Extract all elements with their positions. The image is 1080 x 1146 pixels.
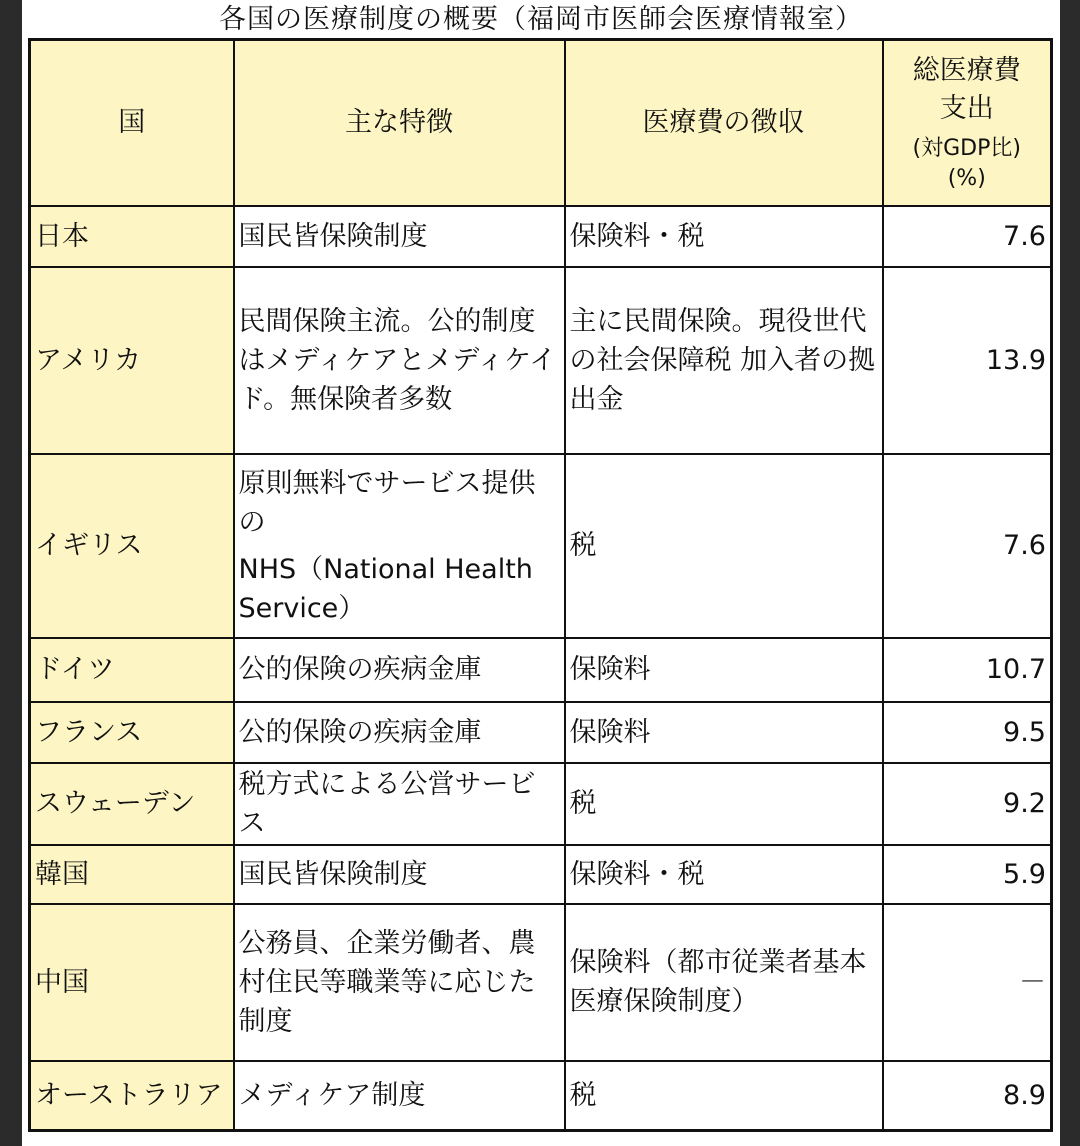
country-cell: ドイツ <box>30 638 234 702</box>
header-collection: 医療費の徴収 <box>565 40 883 206</box>
collection-cell: 保険料 <box>565 702 883 763</box>
features-cell: メディケア制度 <box>234 1061 565 1131</box>
collection-cell: 保険料 <box>565 638 883 702</box>
table-row <box>30 702 1052 763</box>
header-spending-unit2: (%) <box>947 165 986 191</box>
table-caption: 各国の医療制度の概要（福岡市医師会医療情報室） <box>219 4 863 35</box>
features-extra-text: NHS（National Health Service） <box>238 553 533 624</box>
spending-cell: 8.9 <box>883 1061 1052 1131</box>
table-row <box>30 1061 1052 1131</box>
table-row <box>30 206 1052 267</box>
country-cell: アメリカ <box>30 267 234 454</box>
spending-cell: 5.9 <box>883 845 1052 904</box>
country-cell: フランス <box>30 702 234 763</box>
header-features: 主な特徴 <box>234 40 565 206</box>
country-cell: 中国 <box>30 904 234 1061</box>
healthcare-systems-table <box>28 38 1053 1132</box>
document-sheet <box>22 0 1060 1146</box>
header-spending-unit1: (対GDP比) <box>912 135 1021 161</box>
collection-cell: 税 <box>565 454 883 638</box>
features-cell: 公務員、企業労働者、農村住民等職業等に応じた制度 <box>234 904 565 1061</box>
header-spending-line2: 支出 <box>939 92 994 124</box>
table-row <box>30 454 1052 638</box>
features-cell: 税方式による公営サービス <box>234 763 565 845</box>
collection-cell: 税 <box>565 1061 883 1131</box>
table-row <box>30 267 1052 454</box>
table-row <box>30 904 1052 1061</box>
table-row <box>30 845 1052 904</box>
country-cell: イギリス <box>30 454 234 638</box>
collection-cell: 保険料（都市従業者基本医療保険制度） <box>565 904 883 1061</box>
features-text: 原則無料でサービス提供の <box>238 467 536 538</box>
table-row <box>30 763 1052 845</box>
header-spending <box>883 40 1052 206</box>
spending-cell: 10.7 <box>883 638 1052 702</box>
spending-cell: 13.9 <box>883 267 1052 454</box>
header-country: 国 <box>30 40 234 206</box>
country-cell: 韓国 <box>30 845 234 904</box>
spending-cell: 9.5 <box>883 702 1052 763</box>
spending-cell: － <box>883 904 1052 1061</box>
collection-cell: 主に民間保険。現役世代の社会保障税 加入者の拠出金 <box>565 267 883 454</box>
header-row <box>30 40 1052 206</box>
features-cell <box>234 454 565 638</box>
collection-cell: 保険料・税 <box>565 845 883 904</box>
features-cell: 国民皆保険制度 <box>234 206 565 267</box>
collection-cell: 保険料・税 <box>565 206 883 267</box>
features-cell: 民間保険主流。公的制度はメディケアとメディケイド。無保険者多数 <box>234 267 565 454</box>
country-cell: スウェーデン <box>30 763 234 845</box>
country-cell: 日本 <box>30 206 234 267</box>
spending-cell: 9.2 <box>883 763 1052 845</box>
table-row <box>30 638 1052 702</box>
features-cell: 公的保険の疾病金庫 <box>234 638 565 702</box>
spending-cell: 7.6 <box>883 206 1052 267</box>
collection-cell: 税 <box>565 763 883 845</box>
features-cell: 公的保険の疾病金庫 <box>234 702 565 763</box>
spending-cell: 7.6 <box>883 454 1052 638</box>
country-cell: オーストラリア <box>30 1061 234 1131</box>
header-spending-line1: 総医療費 <box>912 54 1021 86</box>
features-cell: 国民皆保険制度 <box>234 845 565 904</box>
